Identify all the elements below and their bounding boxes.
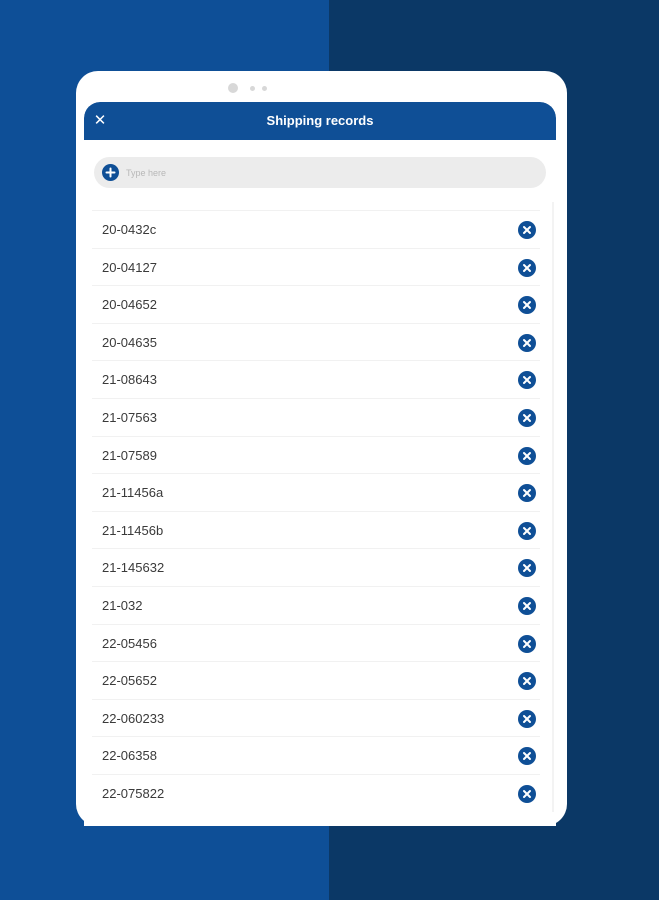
camera-icon (228, 83, 238, 93)
list-item[interactable] (92, 661, 540, 699)
list-item[interactable] (92, 511, 540, 549)
tablet-frame (76, 71, 567, 826)
list-item[interactable] (92, 248, 540, 286)
list-item[interactable] (92, 323, 540, 361)
title-bar (84, 102, 556, 140)
search-input[interactable] (126, 163, 526, 182)
remove-circle-icon[interactable] (518, 259, 536, 277)
remove-circle-icon[interactable] (518, 522, 536, 540)
remove-circle-icon[interactable] (518, 221, 536, 239)
remove-circle-icon[interactable] (518, 447, 536, 465)
sensor-dot (262, 86, 267, 91)
remove-circle-icon[interactable] (518, 484, 536, 502)
remove-circle-icon[interactable] (518, 635, 536, 653)
record-code: 20-04652 (102, 297, 157, 313)
plus-circle-icon[interactable] (102, 164, 119, 181)
record-code: 22-075822 (102, 785, 165, 801)
records-list (92, 210, 540, 812)
list-item[interactable] (92, 548, 540, 586)
remove-circle-icon[interactable] (518, 747, 536, 765)
remove-circle-icon[interactable] (518, 597, 536, 615)
close-icon[interactable]: ✕ (93, 112, 107, 129)
record-code: 20-0432c (102, 222, 157, 237)
page-title: Shipping records (266, 113, 374, 128)
remove-circle-icon[interactable] (518, 710, 536, 728)
list-item[interactable] (92, 699, 540, 737)
list-item[interactable] (92, 624, 540, 662)
remove-circle-icon[interactable] (518, 559, 536, 577)
list-item[interactable] (92, 436, 540, 474)
record-code: 21-11456a (102, 485, 164, 501)
list-item[interactable] (92, 586, 540, 624)
record-code: 22-060233 (102, 710, 165, 726)
list-item[interactable] (92, 736, 540, 774)
record-code: 22-05652 (102, 673, 157, 689)
app-screen (84, 102, 556, 826)
record-code: 21-07589 (102, 447, 157, 463)
record-code: 20-04635 (102, 334, 157, 350)
list-item[interactable] (92, 210, 540, 248)
record-code: 21-145632 (102, 560, 165, 576)
record-code: 21-08643 (102, 372, 157, 388)
remove-circle-icon[interactable] (518, 296, 536, 314)
record-code: 22-06358 (102, 748, 157, 764)
scrollbar[interactable] (552, 202, 554, 812)
record-code: 21-07563 (102, 409, 157, 425)
list-item[interactable] (92, 398, 540, 436)
list-item[interactable] (92, 285, 540, 323)
remove-circle-icon[interactable] (518, 409, 536, 427)
search-bar (94, 157, 546, 188)
sensor-dot (250, 86, 255, 91)
list-item[interactable] (92, 473, 540, 511)
remove-circle-icon[interactable] (518, 672, 536, 690)
record-code: 21-032 (102, 597, 143, 613)
list-item[interactable] (92, 774, 540, 812)
list-item[interactable] (92, 360, 540, 398)
record-code: 20-04127 (102, 259, 157, 275)
record-code: 22-05456 (102, 635, 157, 651)
remove-circle-icon[interactable] (518, 334, 536, 352)
record-code: 21-11456b (102, 522, 164, 538)
remove-circle-icon[interactable] (518, 371, 536, 389)
remove-circle-icon[interactable] (518, 785, 536, 803)
